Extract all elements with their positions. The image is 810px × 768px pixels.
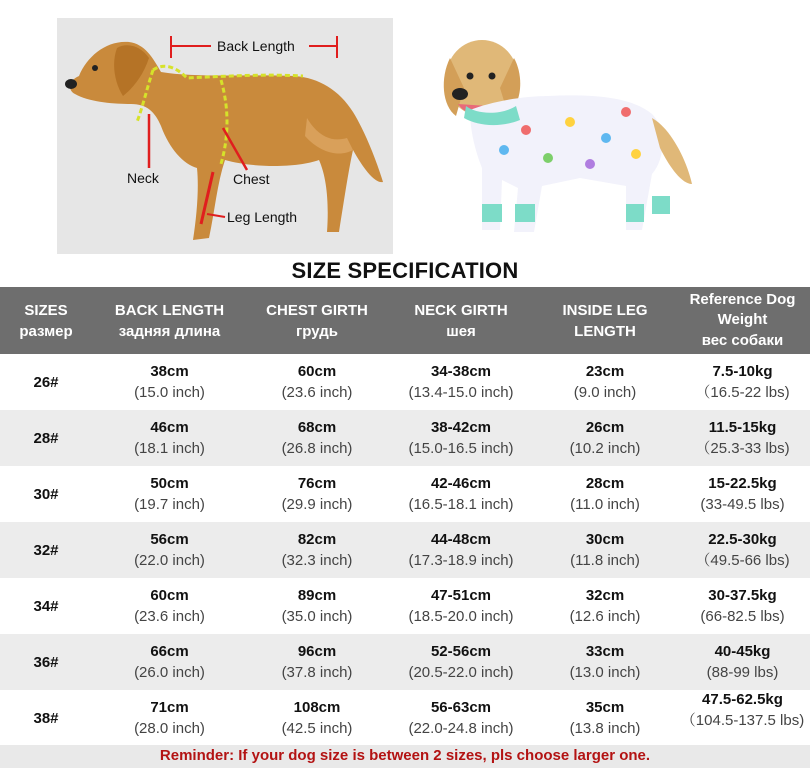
table-body [0,354,810,746]
size-table [0,287,810,746]
neck-label: Neck [127,170,159,186]
measurement-diagram [57,18,393,254]
table-row [0,690,810,746]
back-length-cell: 71cm (28.0 inch) [134,698,205,737]
inside-leg-cell: 26cm (10.2 inch) [569,418,641,457]
size-cell: 30# [33,485,59,503]
table-row [0,410,810,466]
dog-weight-cell: 40-45kg (88-99 lbs) [706,642,779,681]
chest-label: Chest [233,171,270,187]
dog-bodysuit-illustration [430,18,700,254]
dog-weight-cell: 11.5-15kg （25.3-33 lbs) [695,418,790,457]
inside-leg-cell: 30cm (11.8 inch) [570,530,640,569]
size-cell: 26# [33,373,59,391]
neck-girth-cell: 52-56cm (20.5-22.0 inch) [408,642,514,681]
header-sizes: SIZES размер [19,301,73,340]
neck-girth-cell: 44-48cm (17.3-18.9 inch) [408,530,514,569]
dog-weight-cell: 7.5-10kg （16.5-22 lbs) [695,362,790,401]
size-cell: 32# [33,541,59,559]
chest-girth-cell: 82cm (32.3 inch) [281,530,353,569]
size-cell: 36# [33,653,59,671]
inside-leg-cell: 35cm (13.8 inch) [569,698,641,737]
back-length-cell: 66cm (26.0 inch) [134,642,205,681]
chest-girth-cell: 68cm (26.8 inch) [281,418,353,457]
dog-weight-cell: 47.5-62.5kg （104.5-137.5 lbs) [680,691,805,729]
dog-weight-cell: 22.5-30kg （49.5-66 lbs) [695,530,790,569]
chest-girth-cell: 60cm (23.6 inch) [281,362,353,401]
header-neck-girth: NECK GIRTH шея [414,301,508,340]
back-length-cell: 50cm (19.7 inch) [134,474,205,513]
table-row [0,466,810,522]
header-chest-girth: CHEST GIRTH грудь [266,301,368,340]
back-length-cell: 46cm (18.1 inch) [134,418,205,457]
page-title: SIZE SPECIFICATION [291,258,519,283]
size-cell: 34# [33,597,59,615]
size-cell: 38# [33,709,59,727]
neck-girth-cell: 56-63cm (22.0-24.8 inch) [408,698,514,737]
header-inside-leg: INSIDE LEG LENGTH [562,301,648,340]
back-length-cell: 60cm (23.6 inch) [134,586,205,625]
size-reminder: Reminder: If your dog size is between 2 sizes, pls choose larger one. [0,745,810,768]
neck-girth-cell: 47-51cm (18.5-20.0 inch) [408,586,514,625]
back-length-label: Back Length [217,38,295,54]
table-row [0,634,810,690]
inside-leg-cell: 23cm (9.0 inch) [573,362,637,401]
back-length-cell: 56cm (22.0 inch) [134,530,205,569]
neck-girth-cell: 42-46cm (16.5-18.1 inch) [408,474,514,513]
dog-weight-cell: 15-22.5kg (33-49.5 lbs) [700,474,785,513]
leg-length-label: Leg Length [227,209,298,225]
product-images [0,0,810,258]
chest-girth-cell: 76cm (29.9 inch) [281,474,353,513]
back-length-cell: 38cm (15.0 inch) [134,362,205,401]
inside-leg-cell: 33cm (13.0 inch) [569,642,641,681]
table-row [0,354,810,410]
inside-leg-cell: 32cm (12.6 inch) [569,586,641,625]
header-back-length: BACK LENGTH задняя длина [114,301,225,340]
size-cell: 28# [33,429,59,447]
table-row [0,578,810,634]
chest-girth-cell: 89cm (35.0 inch) [281,586,353,625]
chest-girth-cell: 96cm (37.8 inch) [281,642,353,681]
neck-girth-cell: 34-38cm (13.4-15.0 inch) [408,362,514,401]
dog-in-bodysuit-image [430,18,700,254]
chest-girth-cell: 108cm (42.5 inch) [281,698,353,737]
header-dog-weight: Reference Dog Weight вес собаки [689,290,796,349]
table-row [0,522,810,578]
dog-weight-cell: 30-37.5kg (66-82.5 lbs) [700,586,785,625]
table-header [0,287,810,354]
neck-girth-cell: 38-42cm (15.0-16.5 inch) [408,418,514,457]
inside-leg-cell: 28cm (11.0 inch) [570,474,640,513]
